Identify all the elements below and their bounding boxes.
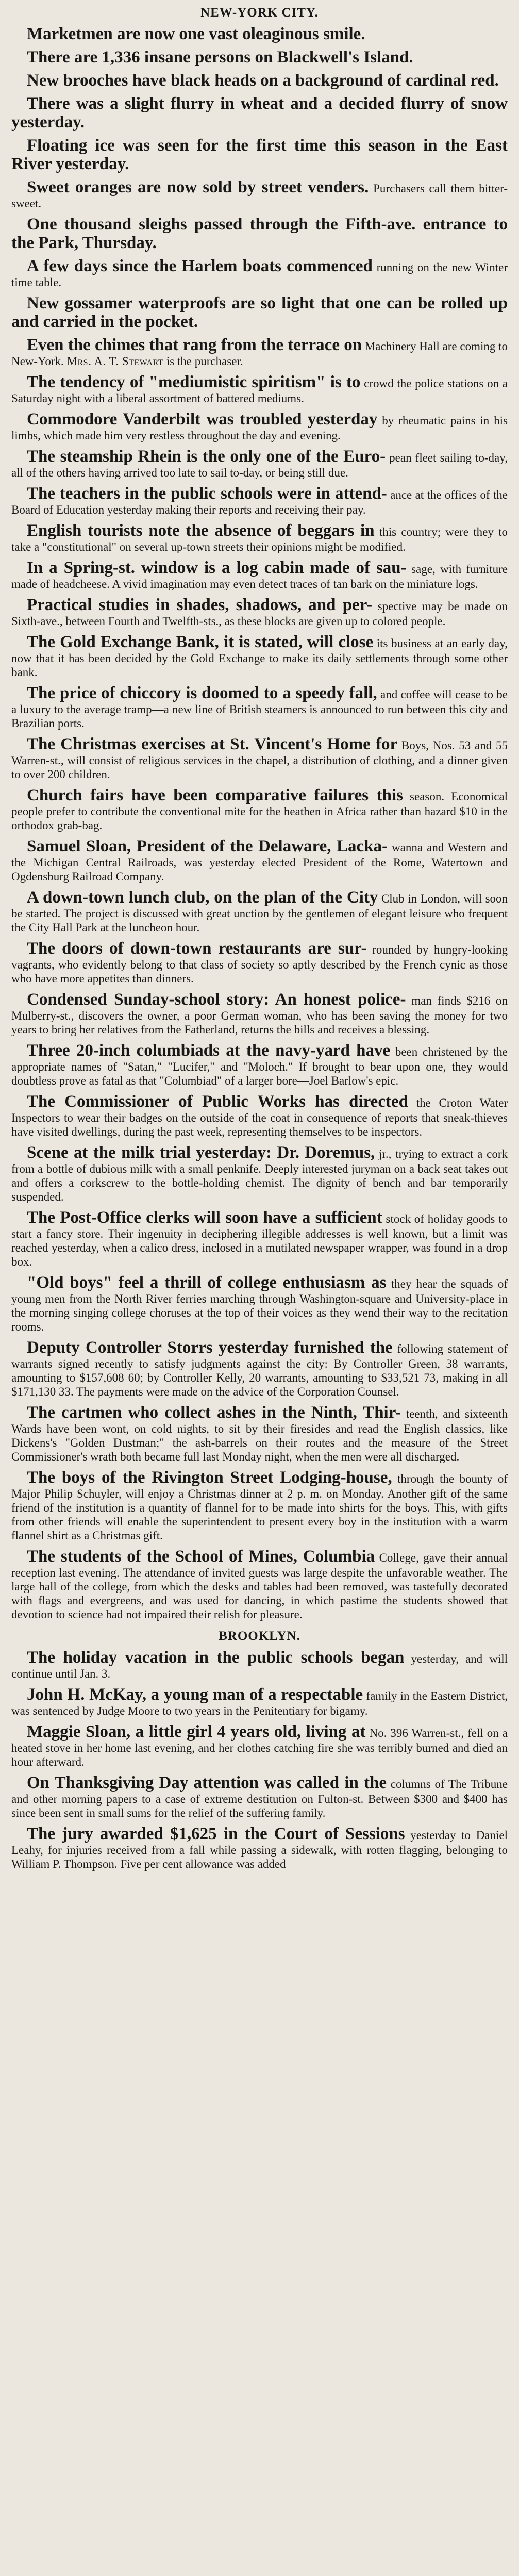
news-item-body: family in the Eastern District, was sentenced by Judge Moore to two years in the Penitentiary for bigamy. — [11, 1689, 508, 1717]
news-item-lead: Three 20-inch columbiads at the navy-yard have — [27, 1041, 391, 1060]
news-item-lead: A down-town lunch club, on the plan of the City — [27, 888, 378, 907]
news-item-lead: The price of chiccory is doomed to a speedy fall, — [27, 684, 377, 702]
news-item-lead: Practical studies in shades, shadows, and per- — [27, 596, 373, 614]
news-item-lead: The Gold Exchange Bank, it is stated, will close — [27, 633, 374, 651]
news-item-lead: The tendency of "mediumistic spiritism" is to — [27, 373, 361, 391]
news-item — [11, 1825, 508, 1871]
news-item-lead: The Commissioner of Public Works has directed — [27, 1092, 408, 1111]
news-item-body: they hear the squads of young men from the North River ferries marching through Washington-square and University-place in the morning singing college choruses at the top of their voices as they wend their way to the recitation rooms. — [11, 1277, 508, 1333]
news-item-lead: Sweet oranges are now sold by street venders. — [27, 178, 369, 196]
news-item-body: season. Economical people prefer to contribute the conventional mite for the heathen in Africa rather than hazard $10 in the orthodox grab-bag. — [11, 790, 508, 832]
news-item — [11, 735, 508, 781]
news-item-lead: The teachers in the public schools were in attend- — [27, 484, 387, 503]
news-item-lead: Samuel Sloan, President of the Delaware, Lacka- — [27, 837, 388, 856]
news-item — [11, 1273, 508, 1334]
news-item-body: through the bounty of Major Philip Schuyler, will enjoy a Christmas dinner at 2 p. m. on Monday. Another gift of the same friend of the institution is a quantity of flannel for to be made into shirts for the boys. This, with gifts from other friends will enable the superintendent to present every boy in the institution with a warm flannel shirt as a Christmas gift. — [11, 1472, 508, 1542]
news-item-lead: Even the chimes that rang from the terrace on — [27, 336, 362, 354]
news-item-body: stock of holiday goods to start a fancy store. Their ingenuity in deciphering illegible addresses is well known, but a limit was reached yesterday, when a calico dress, inclosed in a mutilated newspaper wrapper, was found in a drop box. — [11, 1212, 508, 1268]
news-item-body: sage, with furniture made of headcheese. A vivid imagination may even detect traces of tan bark on the miniature logs. — [11, 563, 508, 590]
news-item-lead: In a Spring-st. window is a log cabin made of sau- — [27, 559, 407, 577]
news-item — [11, 521, 508, 554]
news-item-lead: Commodore Vanderbilt was troubled yesterday — [27, 410, 378, 429]
news-item-body: pean fleet sailing to-day, all of the others having arrived too late to sail to-day, or being still due. — [11, 451, 508, 479]
news-item-body: yesterday to Daniel Leahy, for injuries received from a fall while passing a sidewalk, with rotten flagging, belonging to William P. Thompson. Five per cent allowance was added — [11, 1829, 508, 1871]
news-item-lead: One thousand sleighs passed through the Fifth-ave. entrance to the Park, Thursday. — [11, 215, 508, 252]
news-item — [11, 888, 508, 934]
news-item-body: spective may be made on Sixth-ave., between Fourth and Twelfth-sts., as these blocks are given up to colored people. — [11, 600, 508, 628]
news-item — [11, 1468, 508, 1543]
news-item-body: the Croton Water Inspectors to wear their badges on the outside of the coat in consequence of reports that sneak-thieves have visited dwellings, during the past week, representing themselves to be inspectors. — [11, 1096, 508, 1138]
news-item — [11, 1403, 508, 1464]
news-item-body: columns of The Tribune and other morning papers to a case of extreme destitution on Fulton-st. Between $300 and $400 has since been sent in small sums for the relief of the suffering family. — [11, 1778, 508, 1819]
news-item-body: running on the new Winter time table. — [11, 261, 508, 289]
news-item-body: Club in London, will soon be started. The project is discussed with great unction by the gentlemen of elegant leisure who frequent the City Hall Park at the luncheon hour. — [11, 892, 508, 934]
news-item — [11, 48, 508, 67]
news-item-body: been christened by the appropriate names of "Satan," "Lucifer," and "Moloch." If brought to bear upon one, they would doubtless prove as fatal as that "Columbiad" of a larger bore—Joel Barlow's epic. — [11, 1045, 508, 1087]
news-item-lead: There was a slight flurry in wheat and a decided flurry of snow yesterday. — [11, 94, 508, 132]
section-heading-new-york-city: NEW-YORK CITY. — [200, 6, 319, 20]
news-item — [11, 837, 508, 883]
news-column — [11, 5, 508, 1871]
news-item-lead: Maggie Sloan, a little girl 4 years old, living at — [27, 1722, 366, 1741]
news-item-body: Purchasers call them bitter-sweet. — [11, 182, 508, 210]
news-item — [11, 633, 508, 679]
news-item — [11, 71, 508, 90]
news-item — [11, 596, 508, 628]
news-item-lead: Condensed Sunday-school story: An honest police- — [27, 990, 406, 1009]
news-item-lead: The jury awarded $1,625 in the Court of Sessions — [27, 1825, 405, 1843]
news-item-lead: Floating ice was seen for the first time this season in the East River yesterday. — [11, 136, 508, 173]
news-item-body: and coffee will cease to be a luxury to the average tramp—a new line of British steamers is announced to run between this city and Brazilian ports. — [11, 688, 508, 730]
news-item — [11, 484, 508, 517]
news-item-lead: The students of the School of Mines, Columbia — [27, 1547, 375, 1566]
news-item — [11, 1774, 508, 1820]
news-item — [11, 1143, 508, 1204]
news-item-lead: The cartmen who collect ashes in the Ninth, Thir- — [27, 1403, 401, 1422]
news-item-lead: New brooches have black heads on a background of cardinal red. — [27, 71, 499, 90]
news-item-lead: The holiday vacation in the public schools began — [27, 1648, 405, 1667]
news-item — [11, 1092, 508, 1139]
news-item-body: Boys, Nos. 53 and 55 Warren-st., will consist of religious services in the chapel, a distribution of clothing, and a dinner given to over 200 children. — [11, 739, 508, 781]
news-item — [11, 336, 508, 368]
news-item-body: this country; were they to take a "constitutional" on several up-town streets their opinions might be modified. — [11, 526, 508, 553]
news-item-lead: Deputy Controller Storrs yesterday furnished the — [27, 1338, 393, 1357]
news-item-lead: There are 1,336 insane persons on Blackwell's Island. — [27, 48, 413, 67]
news-item-lead: Church fairs have been comparative failures this — [27, 786, 403, 805]
news-item-body: Machinery Hall are coming to New-York. Mrs. A. T. Stewart is the purchaser. — [11, 340, 508, 368]
news-item-lead: On Thanksgiving Day attention was called in the — [27, 1774, 387, 1792]
news-item-lead: The boys of the Rivington Street Lodging-house, — [27, 1468, 392, 1487]
news-item-body: its business at an early day, now that it has been decided by the Gold Exchange to make its daily settlements through some other bank. — [11, 637, 508, 679]
news-item-lead: English tourists note the absence of beggars in — [27, 521, 375, 540]
news-item-body: crowd the police stations on a Saturday night with a liberal assortment of battered mediums. — [11, 377, 508, 405]
news-item — [11, 1685, 508, 1718]
news-item-body: yesterday, and will continue until Jan. 3. — [11, 1652, 508, 1680]
news-item-body: rounded by hungry-looking vagrants, who evidently belong to that class of society so aptly described by the French cynic as those who have more appetites than dinners. — [11, 943, 508, 985]
news-item — [11, 1547, 508, 1621]
news-item — [11, 136, 508, 173]
news-item — [11, 1722, 508, 1769]
news-item — [11, 178, 508, 210]
news-item-body: teenth, and sixteenth Wards have been wont, on cold nights, to sit by their firesides and read the English classics, like Dickens's "Golden Dustman;" the ash-barrels on their routes and the measure of the Street Commissioner's wrath both became full last Monday night, when the men were all discharged. — [11, 1407, 508, 1463]
news-item — [11, 939, 508, 986]
news-item — [11, 257, 508, 289]
news-item-body: by rheumatic pains in his limbs, which made him very restless throughout the day and evening. — [11, 414, 508, 442]
news-item-body: wanna and Western and the Michigan Central Railroads, was yesterday elected President of the Rome, Watertown and Ogdensburg Railroad Company. — [11, 841, 508, 883]
news-item-lead: Scene at the milk trial yesterday: Dr. Doremus, — [27, 1143, 375, 1162]
news-item-body: man finds $216 on Mulberry-st., discovers the owner, a poor German woman, who has been saving the money for two years to bring her relatives from the Fatherland, returns the bills and receives a blessing. — [11, 994, 508, 1036]
news-item — [11, 1208, 508, 1269]
news-item-lead: Marketmen are now one vast oleaginous smile. — [27, 25, 365, 43]
news-item — [11, 1648, 508, 1681]
news-item-lead: The doors of down-town restaurants are sur- — [27, 939, 367, 958]
news-item-body: ance at the offices of the Board of Education yesterday making their reports and receiving their pay. — [11, 488, 508, 516]
news-item — [11, 1338, 508, 1399]
news-item-lead: The steamship Rhein is the only one of the Euro- — [27, 447, 386, 466]
news-item — [11, 1041, 508, 1088]
news-item-body: following statement of warrants signed recently to satisfy judgments against the city: By Controller Green, 38 warrants, amounting to $157,608 60; by Controller Kelly, 20 warrants, amounting to $33,521 73, making in all $171,130 33. The payments were made on the advice of the Corporation Counsel. — [11, 1342, 508, 1398]
news-item — [11, 94, 508, 132]
purchaser-name: Mrs. A. T. Stewart — [66, 355, 164, 368]
news-item — [11, 786, 508, 832]
news-item-body: No. 396 Warren-st., fell on a heated stove in her home last evening, and her clothes catching fire she was terribly burned and died an hour afterward. — [11, 1727, 508, 1768]
news-item-lead: New gossamer waterproofs are so light that one can be rolled up and carried in the pocket. — [11, 294, 508, 331]
news-item — [11, 215, 508, 252]
news-item-lead: The Christmas exercises at St. Vincent's Home for — [27, 735, 398, 753]
news-item — [11, 684, 508, 730]
news-item — [11, 25, 508, 43]
news-item-lead: John H. McKay, a young man of a respectable — [27, 1685, 363, 1704]
news-item — [11, 447, 508, 480]
news-item-body: College, gave their annual reception last evening. The attendance of invited guests was large despite the unfavorable weather. The large hall of the college, from which the desks and tables had been removed, was tastefully decorated with flags and evergreens, and was used for dancing, in which pastime the students showed that devotion to science had not impaired their relish for pleasure. — [11, 1551, 508, 1621]
news-item — [11, 373, 508, 405]
section-heading-brooklyn: BROOKLYN. — [219, 1629, 300, 1643]
news-item-lead: A few days since the Harlem boats commenced — [27, 257, 373, 275]
news-item-body: jr., trying to extract a cork from a bottle of dubious milk with a small penknife. Deeply interested juryman on a back seat takes out and offers a corkscrew to the bottle-holding chemist. The dignity of bench and bar temporarily suspended. — [11, 1147, 508, 1203]
news-item — [11, 410, 508, 442]
news-item-lead: "Old boys" feel a thrill of college enthusiasm as — [27, 1273, 387, 1292]
news-item — [11, 559, 508, 591]
news-item — [11, 294, 508, 331]
news-item-lead: The Post-Office clerks will soon have a sufficient — [27, 1208, 382, 1227]
news-item — [11, 990, 508, 1037]
